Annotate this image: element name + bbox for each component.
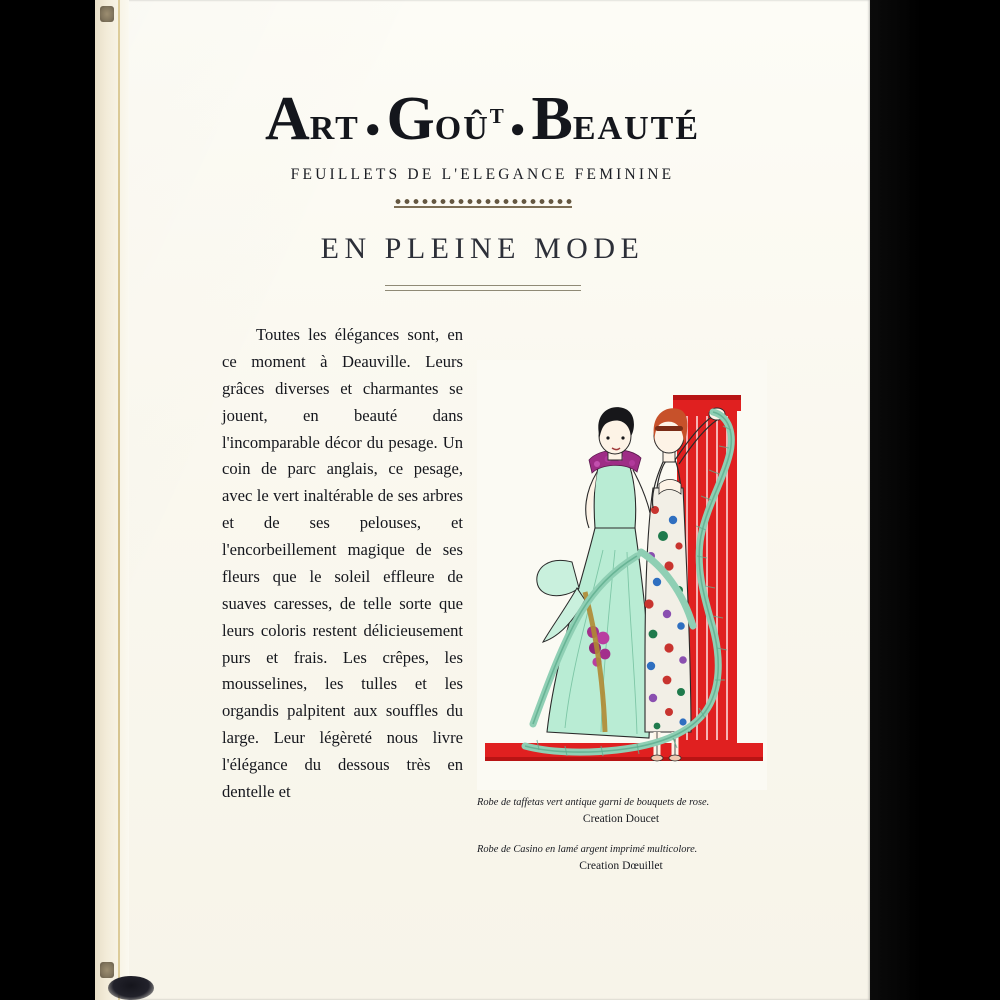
publication-logo: ART $●GOÛ^T$ ●BEAUTÉ xyxy=(264,85,700,153)
page-shadow-blot xyxy=(108,976,154,1000)
article-headline: EN PLEINE MODE xyxy=(320,232,645,265)
ornamental-rule xyxy=(394,197,572,206)
masthead xyxy=(95,85,870,208)
ornamental-rule-line xyxy=(394,206,572,208)
staple-top xyxy=(100,6,114,22)
creation-credit-1: Creation Doucet xyxy=(582,812,660,826)
staple-bottom xyxy=(100,962,114,978)
dark-background-margin xyxy=(870,0,1000,1000)
gutter-fold-line xyxy=(118,0,120,1000)
caption-dress-2: Robe de Casino en lamé argent imprimé multicolore. xyxy=(477,844,698,856)
magazine-page xyxy=(95,0,870,1000)
plate-captions xyxy=(477,796,765,876)
fashion-plate xyxy=(477,360,767,876)
headline-divider xyxy=(385,285,581,291)
creation-credit-2: Creation Dœuillet xyxy=(579,859,663,873)
article-body xyxy=(222,322,767,876)
publication-subtitle: FEUILLETS DE L'ELEGANCE FEMININE xyxy=(290,166,675,183)
caption-dress-1: Robe de taffetas vert antique garni de bouquets de rose. xyxy=(477,797,710,808)
article-paragraph: Toutes les élégances sont, en ce moment à Deauville. Leurs grâces diverses et charmantes se jouent, en beauté dans l'incomparable décor du pesage. Un coin de parc anglais, ce pesage, avec le vert inaltérable de ses arbres et de ses pelouses, et l'encorbeillement magique de ses fleurs que le soleil effleure de suaves caresses, de telle sorte que leurs coloris restent délicieusement purs et frais. Les crêpes, les mousselines, les tulles et les organdis palpitent aux souffles du large. Leur légèreté nous livre l'élégance du dessous très en dentelle et xyxy=(222,325,463,801)
binding-gutter xyxy=(95,0,129,1000)
fashion-plate-image xyxy=(477,360,767,790)
